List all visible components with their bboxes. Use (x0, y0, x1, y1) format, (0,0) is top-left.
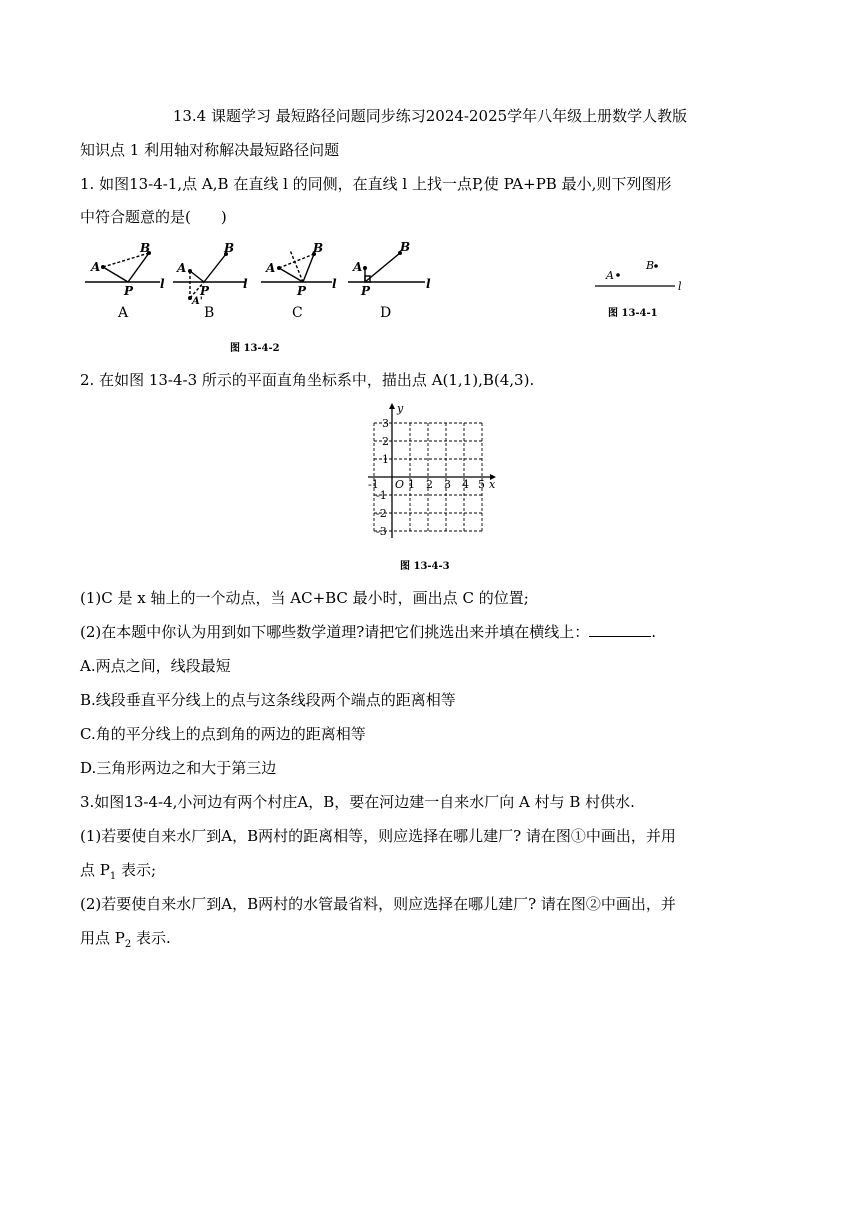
label-b: B (140, 241, 151, 255)
y-tick-label: 2 (382, 435, 389, 448)
option-d-label: D (380, 305, 392, 321)
q3-text-line1: 3.如图13-4-4,小河边有两个村庄A，B，要在河边建一自来水厂向 A 村与 B 村供水. (80, 793, 635, 811)
figure-13-4-1 (590, 255, 700, 325)
q3-sub1-line2 (80, 860, 156, 887)
label-a-prime: A' (192, 296, 203, 307)
q3-sub2-text-end: 表示. (131, 929, 171, 947)
q2-sub2 (80, 622, 656, 642)
page-title: 13.4 课题学习 最短路径问题同步练习2024-2025学年八年级上册数学人教版 (172, 107, 688, 125)
x-tick-label: 4 (462, 478, 469, 491)
figure-caption: 图 13-4-1 (608, 308, 658, 319)
y-tick-label: -2 (376, 507, 387, 520)
q2-text-line1: 2. 在如图 13-4-3 所示的平面直角坐标系中，描出点 A(1,1),B(4,3). (80, 371, 535, 389)
label-p: P (297, 284, 307, 298)
y-tick-label: 3 (382, 417, 389, 430)
option-c-label: C (292, 305, 303, 321)
origin-label: O (395, 478, 405, 491)
q3-sub1-text-end: 表示; (116, 861, 157, 879)
y-tick-label: 1 (382, 453, 389, 466)
y-tick-label: -3 (376, 525, 387, 538)
q2-sub2-end: . (651, 623, 657, 641)
q3-sub1-line1: (1)若要使自来水厂到A，B两村的距离相等，则应选择在哪儿建厂? 请在图①中画出，并用 (80, 827, 676, 845)
q1-text-line1: 1. 如图13-4-1,点 A,B 在直线 l 的同侧，在直线 l 上找一点P,使 PA+PB 最小,则下列图形 (80, 175, 672, 193)
label-l: l (678, 280, 682, 293)
q2-choice-b: B.线段垂直平分线上的点与这条线段两个端点的距离相等 (80, 691, 456, 709)
label-b: B (224, 241, 235, 255)
label-l: l (243, 277, 248, 291)
q2-sub1: (1)C 是 x 轴上的一个动点，当 AC+BC 最小时，画出点 C 的位置; (80, 589, 529, 607)
y-tick-label: -1 (376, 489, 387, 502)
x-tick-label: -1 (368, 478, 379, 491)
q2-choice-c: C.角的平分线上的点到角的两边的距离相等 (80, 725, 366, 743)
x-tick-label: 1 (408, 478, 415, 491)
answer-blank[interactable] (589, 622, 651, 637)
x-tick-label: 2 (426, 478, 433, 491)
subscript: 1 (109, 871, 117, 882)
q3-sub2-line2 (80, 928, 171, 955)
q3-sub2-line1: (2)若要使自来水厂到A，B两村的水管最省料，则应选择在哪儿建厂? 请在图②中画出，并 (80, 895, 676, 913)
x-tick-label: 3 (444, 478, 451, 491)
label-b: B (646, 259, 655, 272)
q3-sub2-text: 用点 P (80, 929, 125, 947)
label-a: A (606, 269, 614, 282)
section-heading: 知识点 1 利用轴对称解决最短路径问题 (80, 141, 340, 159)
figure-13-4-3-grid (360, 400, 510, 575)
q1-text-line2: 中符合题意的是( ) (80, 208, 227, 226)
figure-13-4-2 (80, 238, 440, 358)
label-p: P (124, 284, 134, 298)
label-l: l (332, 277, 337, 291)
q3-sub1-text: 点 P (80, 861, 110, 879)
q2-choice-a: A.两点之间，线段最短 (80, 657, 231, 675)
figure-caption: 图 13-4-3 (400, 561, 450, 572)
label-a: A (91, 260, 101, 274)
axis-y-label: y (397, 402, 404, 415)
q2-sub2-text: (2)在本题中你认为用到如下哪些数学道理?请把它们挑选出来并填在横线上： (80, 623, 590, 641)
option-a-label: A (118, 305, 129, 321)
label-a: A (177, 261, 187, 275)
x-tick-label: 5 (478, 478, 485, 491)
option-b-label: B (204, 305, 215, 321)
label-a: A (353, 260, 363, 274)
axis-x-label: x (489, 478, 496, 491)
label-a: A (266, 261, 276, 275)
label-b: B (313, 241, 324, 255)
label-b: B (400, 240, 411, 254)
label-l: l (160, 277, 165, 291)
label-p: P (200, 284, 210, 298)
label-p: P (361, 284, 371, 298)
subscript: 2 (124, 939, 132, 950)
figure-caption: 图 13-4-2 (230, 343, 280, 354)
q2-choice-d: D.三角形两边之和大于第三边 (80, 759, 277, 777)
label-l: l (426, 277, 431, 291)
